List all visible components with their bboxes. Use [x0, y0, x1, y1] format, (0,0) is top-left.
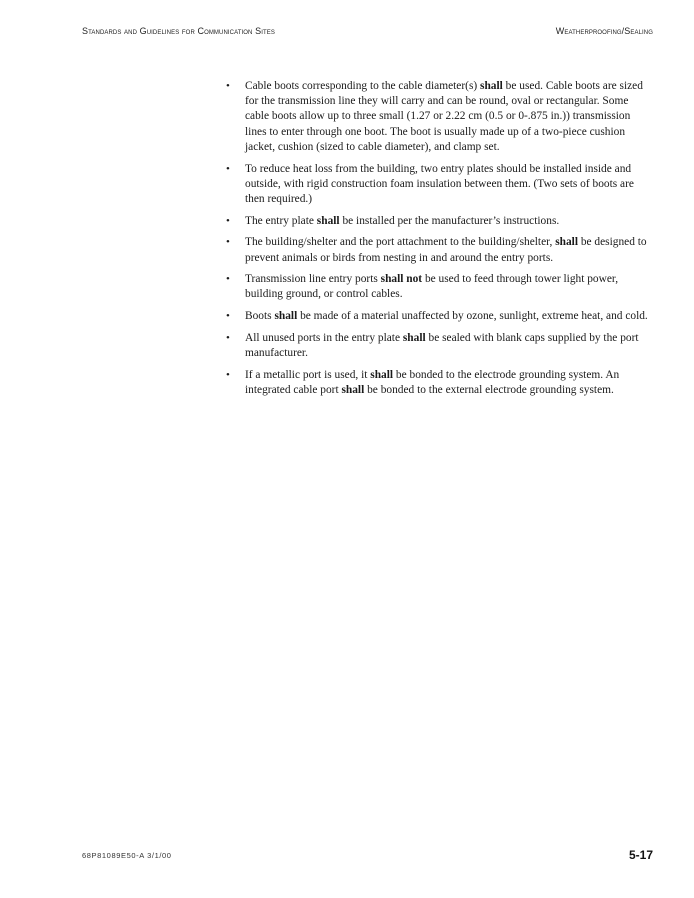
list-item-text — [245, 273, 618, 300]
list-item-text — [245, 310, 648, 322]
list-item-text — [245, 163, 634, 205]
text-run: Transmission line entry ports — [245, 273, 381, 286]
text-run: Boots — [245, 310, 275, 323]
bullet-icon: • — [226, 368, 230, 381]
requirements-list — [226, 79, 654, 398]
page-footer — [82, 848, 653, 864]
list-item — [226, 331, 654, 361]
bullet-icon: • — [226, 162, 230, 175]
text-run: be used. Cable boots are sized for the transmission line they will carry and can be round, oval or rectangular. Some cable boots allow up to three small (1.27 or 2.22 cm (0.5 or 0-.875 in.)) transmission lines to enter through one boot. The boot is usually made up of a two-piece cushion jacket, cushion (sized to cable diameter), and clamp set. — [245, 80, 643, 153]
text-run: be installed per the manufacturer’s instructions. — [339, 214, 560, 227]
list-item — [226, 162, 654, 208]
text-run: The entry plate — [245, 214, 317, 227]
text-run: be made of a material unaffected by ozone, sunlight, extreme heat, and cold. — [297, 310, 648, 323]
emphasis-keyword: shall — [370, 368, 394, 381]
list-item — [226, 79, 654, 155]
text-run: If a metallic port is used, it — [245, 368, 371, 381]
text-run: All unused ports in the entry plate — [245, 331, 403, 344]
list-item-text — [245, 332, 639, 359]
list-item-text — [245, 215, 559, 227]
list-item-text — [245, 236, 647, 263]
body-content — [226, 79, 654, 405]
emphasis-keyword: shall — [555, 236, 578, 249]
bullet-icon: • — [226, 236, 230, 249]
bullet-icon: • — [226, 310, 230, 323]
emphasis-keyword: shall not — [380, 273, 423, 286]
text-run: be used to feed through tower light power, building ground, or control cables. — [245, 273, 619, 301]
text-run: be designed to prevent animals or birds from nesting in and around the entry ports. — [245, 236, 647, 264]
emphasis-keyword: shall — [316, 214, 340, 227]
list-item-text — [245, 80, 643, 153]
text-run: be bonded to the electrode grounding system. An integrated cable port — [245, 368, 620, 396]
list-item-text — [245, 369, 619, 396]
text-run: be sealed with blank caps supplied by the port manufacturer. — [245, 331, 639, 360]
page-header — [82, 26, 653, 38]
list-item — [226, 309, 654, 324]
list-item — [226, 235, 654, 265]
header-document-title: Standards and Guidelines for Communication Sites — [82, 26, 275, 36]
emphasis-keyword: shall — [274, 310, 298, 323]
list-item — [226, 272, 654, 302]
list-item — [226, 214, 654, 229]
text-run: Cable boots corresponding to the cable diameter(s) — [245, 80, 481, 92]
emphasis-keyword: shall — [341, 383, 365, 396]
text-run: The building/shelter and the port attachment to the building/shelter, — [245, 236, 556, 249]
bullet-icon: • — [226, 80, 230, 92]
text-run: To reduce heat loss from the building, two entry plates should be installed inside and outside, with rigid construction foam insulation between them. (Two sets of boots are then required.) — [245, 162, 634, 205]
emphasis-keyword: shall — [402, 331, 426, 344]
bullet-icon: • — [226, 273, 230, 286]
page-number: 5-17 — [628, 848, 653, 862]
text-run: be bonded to the external electrode grounding system. — [364, 383, 614, 396]
list-item — [226, 368, 654, 398]
document-id: 68P81089E50-A 3/1/00 — [82, 851, 172, 860]
bullet-icon: • — [226, 214, 230, 227]
emphasis-keyword: shall — [480, 80, 503, 92]
bullet-icon: • — [226, 331, 230, 344]
header-section-title: Weatherproofing/Sealing — [555, 26, 653, 36]
